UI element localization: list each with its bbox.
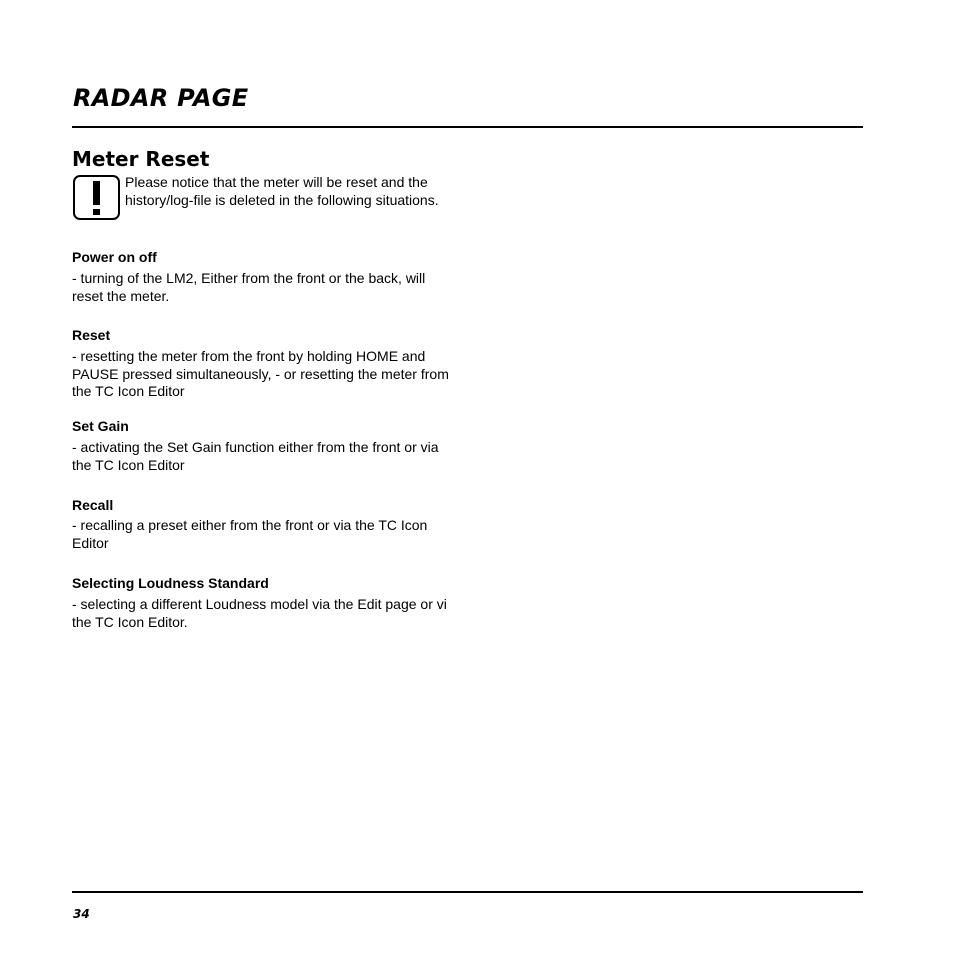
text-recall: - recalling a preset either from the front or via the TC Icon Editor bbox=[72, 517, 428, 551]
header-divider bbox=[72, 126, 863, 128]
heading-recall: Recall bbox=[72, 497, 114, 513]
exclamation-warning-icon bbox=[73, 175, 120, 220]
text-set-gain: - activating the Set Gain function either from the front or via the TC Icon Editor bbox=[72, 439, 439, 473]
text-power-on-off: - turning of the LM2, Either from the front or the back, will reset the meter. bbox=[72, 270, 426, 304]
text-selecting-loudness-standard: - selecting a different Loudness model via the Edit page or vi the TC Icon Editor. bbox=[72, 596, 447, 630]
text-reset: - resetting the meter from the front by holding HOME and PAUSE pressed simultaneously, - or resetting the meter from the TC Icon Editor bbox=[72, 348, 449, 399]
section-title: Meter Reset bbox=[72, 147, 210, 171]
footer-divider bbox=[72, 891, 863, 893]
page-number: 34 bbox=[73, 907, 90, 921]
heading-selecting-loudness-standard: Selecting Loudness Standard bbox=[72, 575, 269, 591]
heading-power-on-off: Power on off bbox=[72, 249, 157, 265]
page-title: RADAR PAGE bbox=[73, 84, 249, 112]
reset-notice: Please notice that the meter will be reset and the history/log-file is deleted in the following situations. bbox=[125, 174, 439, 208]
heading-reset: Reset bbox=[72, 327, 111, 343]
heading-set-gain: Set Gain bbox=[72, 418, 129, 434]
